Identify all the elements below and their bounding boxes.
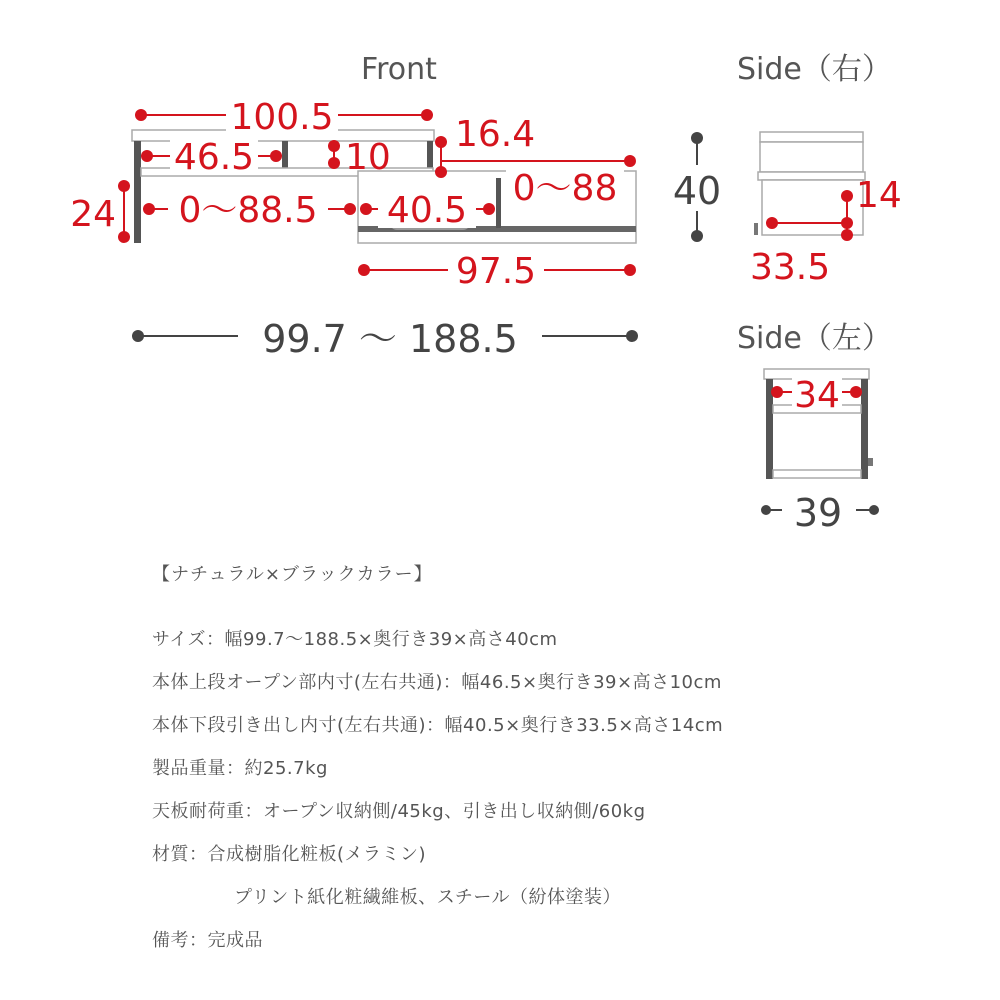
spec-section (152, 560, 972, 970)
dim-body-height: 24 (70, 194, 116, 235)
front-lower-divider (496, 178, 501, 228)
spec-material: 材質：合成樹脂化粧板(メラミン) (152, 844, 427, 865)
dim-extension-right: 0～88 (512, 168, 618, 209)
dim-drawer-height: 14 (856, 175, 902, 216)
side-left-leg-back (861, 379, 868, 479)
spec-lower-drawer: 本体下段引き出し内寸(左右共通)：幅40.5×奥行き33.5×高さ14cm (152, 715, 724, 736)
dim-shelf-depth: 34 (794, 375, 840, 416)
spec-size: サイズ：幅99.7～188.5×奥行き39×高さ40cm (152, 629, 558, 650)
dim-drawer-width: 40.5 (386, 190, 468, 231)
dim-top-width: 100.5 (230, 97, 334, 138)
spec-upper-open: 本体上段オープン部内寸(左右共通)：幅46.5×奥行き39×高さ10cm (152, 672, 722, 693)
side-right-view (750, 132, 902, 288)
dim-shelf-width: 46.5 (173, 137, 255, 178)
side-left-title: Side（左） (737, 321, 892, 356)
dim-total-width: 99.7 ～ 188.5 (262, 317, 518, 361)
side-right-title: Side（右） (737, 52, 892, 87)
dim-extension-left: 0～88.5 (178, 190, 318, 231)
spec-heading: 【ナチュラル×ブラックカラー】 (152, 564, 433, 585)
front-left-leg (134, 141, 141, 243)
side-left-bottom (773, 470, 861, 478)
side-right-mid (758, 172, 865, 180)
side-right-upper (760, 142, 863, 172)
dim-offset: 16.4 (455, 114, 536, 155)
dim-shelf-height: 10 (345, 137, 391, 178)
front-divider (282, 141, 288, 168)
spec-note: 備考：完成品 (152, 930, 263, 951)
spec-load: 天板耐荷重：オープン収納側/45kg、引き出し収納側/60kg (152, 801, 646, 822)
dim-total-height: 40 (672, 169, 722, 213)
front-view-title: Front (361, 52, 437, 87)
front-right-post (427, 141, 433, 169)
side-left-view (761, 369, 879, 535)
dim-total-depth: 39 (793, 491, 843, 535)
side-right-top (760, 132, 863, 142)
spec-weight: 製品重量：約25.7kg (152, 758, 328, 779)
spec-material-continued: プリント紙化粧繊維板、スチール（紛体塗装） (234, 887, 622, 908)
dim-lower-width: 97.5 (455, 251, 537, 292)
dim-drawer-depth: 33.5 (750, 247, 831, 288)
